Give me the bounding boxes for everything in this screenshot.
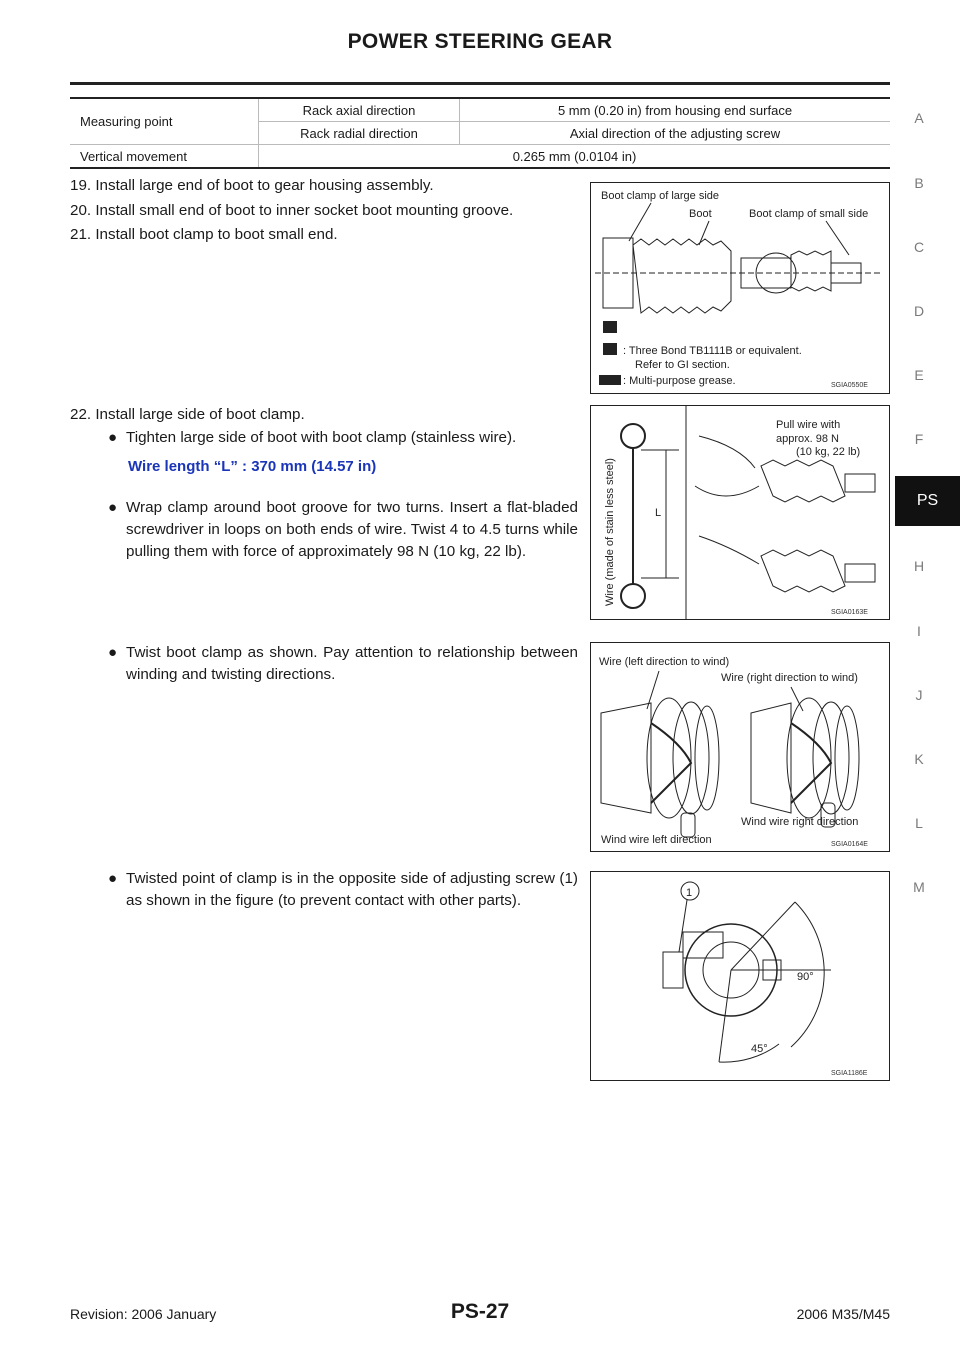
figure-code: SGIA0163E <box>831 609 868 616</box>
figure-twisted-point-angle <box>590 871 890 1081</box>
bullet-icon: ● <box>108 429 118 446</box>
figure-code: SGIA0550E <box>831 382 868 389</box>
rack-radial-label: Rack radial direction <box>259 122 460 145</box>
side-index-f[interactable]: F <box>914 431 924 447</box>
footer-model: 2006 M35/M45 <box>796 1306 890 1322</box>
label-wire-material: Wire (made of stain less steel) <box>604 458 616 606</box>
figure-boot-assembly <box>590 182 890 394</box>
twisted-point-angle-drawing <box>591 872 889 1080</box>
bullet-twisted-point: Twisted point of clamp is in the opposite side of adjusting screw (1) as shown in the figure (to prevent contact with other parts). <box>126 870 578 909</box>
step-22: 22. Install large side of boot clamp. <box>70 406 305 423</box>
side-index-ps-active[interactable]: PS <box>895 476 960 526</box>
wire-length-spec: Wire length “L” : 370 mm (14.57 in) <box>128 458 377 475</box>
callout-adjusting-screw: 1 <box>686 887 693 899</box>
side-index-e[interactable]: E <box>914 367 924 383</box>
rack-axial-label: Rack axial direction <box>259 98 460 122</box>
side-index-h[interactable]: H <box>913 558 925 574</box>
bullet-icon: ● <box>108 644 118 661</box>
label-wind-left: Wind wire left direction <box>601 834 712 846</box>
boot-assembly-drawing <box>591 183 889 393</box>
legend-refer: Refer to GI section. <box>635 359 730 371</box>
label-right-direction-wind: Wire (right direction to wind) <box>721 672 858 684</box>
page-title: POWER STEERING GEAR <box>347 30 613 53</box>
label-wind-right: Wind wire right direction <box>741 816 859 828</box>
step-21: 21. Install boot clamp to boot small end. <box>70 226 338 243</box>
label-boot: Boot <box>689 208 712 220</box>
vertical-movement-label: Vertical movement <box>70 145 259 169</box>
footer-revision: Revision: 2006 January <box>70 1306 217 1322</box>
side-index-c[interactable]: C <box>913 239 925 255</box>
grease-icon <box>599 375 621 385</box>
side-index-i[interactable]: I <box>917 623 921 639</box>
bullet-wrap: Wrap clamp around boot groove for two turns. Insert a flat-bladed screwdriver in loops on both ends of wire. Twist 4 to 4.5 turns while pulling them with force of approximately 98 N (10 kg, 22 lb). <box>126 499 578 560</box>
header-rule <box>70 82 890 85</box>
winding-directions-drawing <box>591 643 889 851</box>
angle-90: 90° <box>797 971 814 983</box>
label-clamp-small: Boot clamp of small side <box>749 208 869 220</box>
rack-axial-value: 5 mm (0.20 in) from housing end surface <box>460 98 891 122</box>
wire-clamp-drawing <box>591 406 889 619</box>
bullet-tighten: Tighten large side of boot with boot clamp (stainless wire). <box>126 429 517 446</box>
footer-page-number: PS-27 <box>450 1300 510 1323</box>
figure-code: SGIA1186E <box>831 1070 868 1077</box>
figure-code: SGIA0164E <box>831 841 868 848</box>
measuring-point-label: Measuring point <box>70 98 259 145</box>
side-index-l[interactable]: L <box>915 815 923 831</box>
bullet-icon: ● <box>108 499 118 516</box>
side-index-a[interactable]: A <box>914 110 924 126</box>
label-length-L: L <box>655 507 662 519</box>
side-index-k[interactable]: K <box>914 751 924 767</box>
step-20: 20. Install small end of boot to inner socket boot mounting groove. <box>70 202 514 219</box>
step-19: 19. Install large end of boot to gear housing assembly. <box>70 177 434 194</box>
side-index-b[interactable]: B <box>914 175 924 191</box>
label-pull-kg: (10 kg, 22 lb) <box>796 446 861 458</box>
side-index-j[interactable]: J <box>915 687 923 703</box>
legend-sealant: : Three Bond TB1111B or equivalent. <box>623 345 802 357</box>
legend-grease: : Multi-purpose grease. <box>623 375 736 387</box>
spec-table <box>70 97 890 169</box>
sealant-icon <box>603 321 617 333</box>
figure-winding-directions <box>590 642 890 852</box>
label-left-direction-wind: Wire (left direction to wind) <box>599 656 730 668</box>
vertical-movement-value: 0.265 mm (0.0104 in) <box>259 145 891 169</box>
figure-wire-clamp <box>590 405 890 620</box>
label-pull-force: approx. 98 N <box>776 433 839 445</box>
label-clamp-large: Boot clamp of large side <box>601 190 720 202</box>
bullet-icon: ● <box>108 870 118 887</box>
angle-45: 45° <box>751 1043 768 1055</box>
side-index-d[interactable]: D <box>913 303 925 319</box>
side-index-m[interactable]: M <box>913 879 925 895</box>
bullet-twist: Twist boot clamp as shown. Pay attention to relationship between winding and twisting directions. <box>126 644 578 683</box>
rack-radial-value: Axial direction of the adjusting screw <box>460 122 891 145</box>
label-pull-wire: Pull wire with <box>776 419 841 431</box>
